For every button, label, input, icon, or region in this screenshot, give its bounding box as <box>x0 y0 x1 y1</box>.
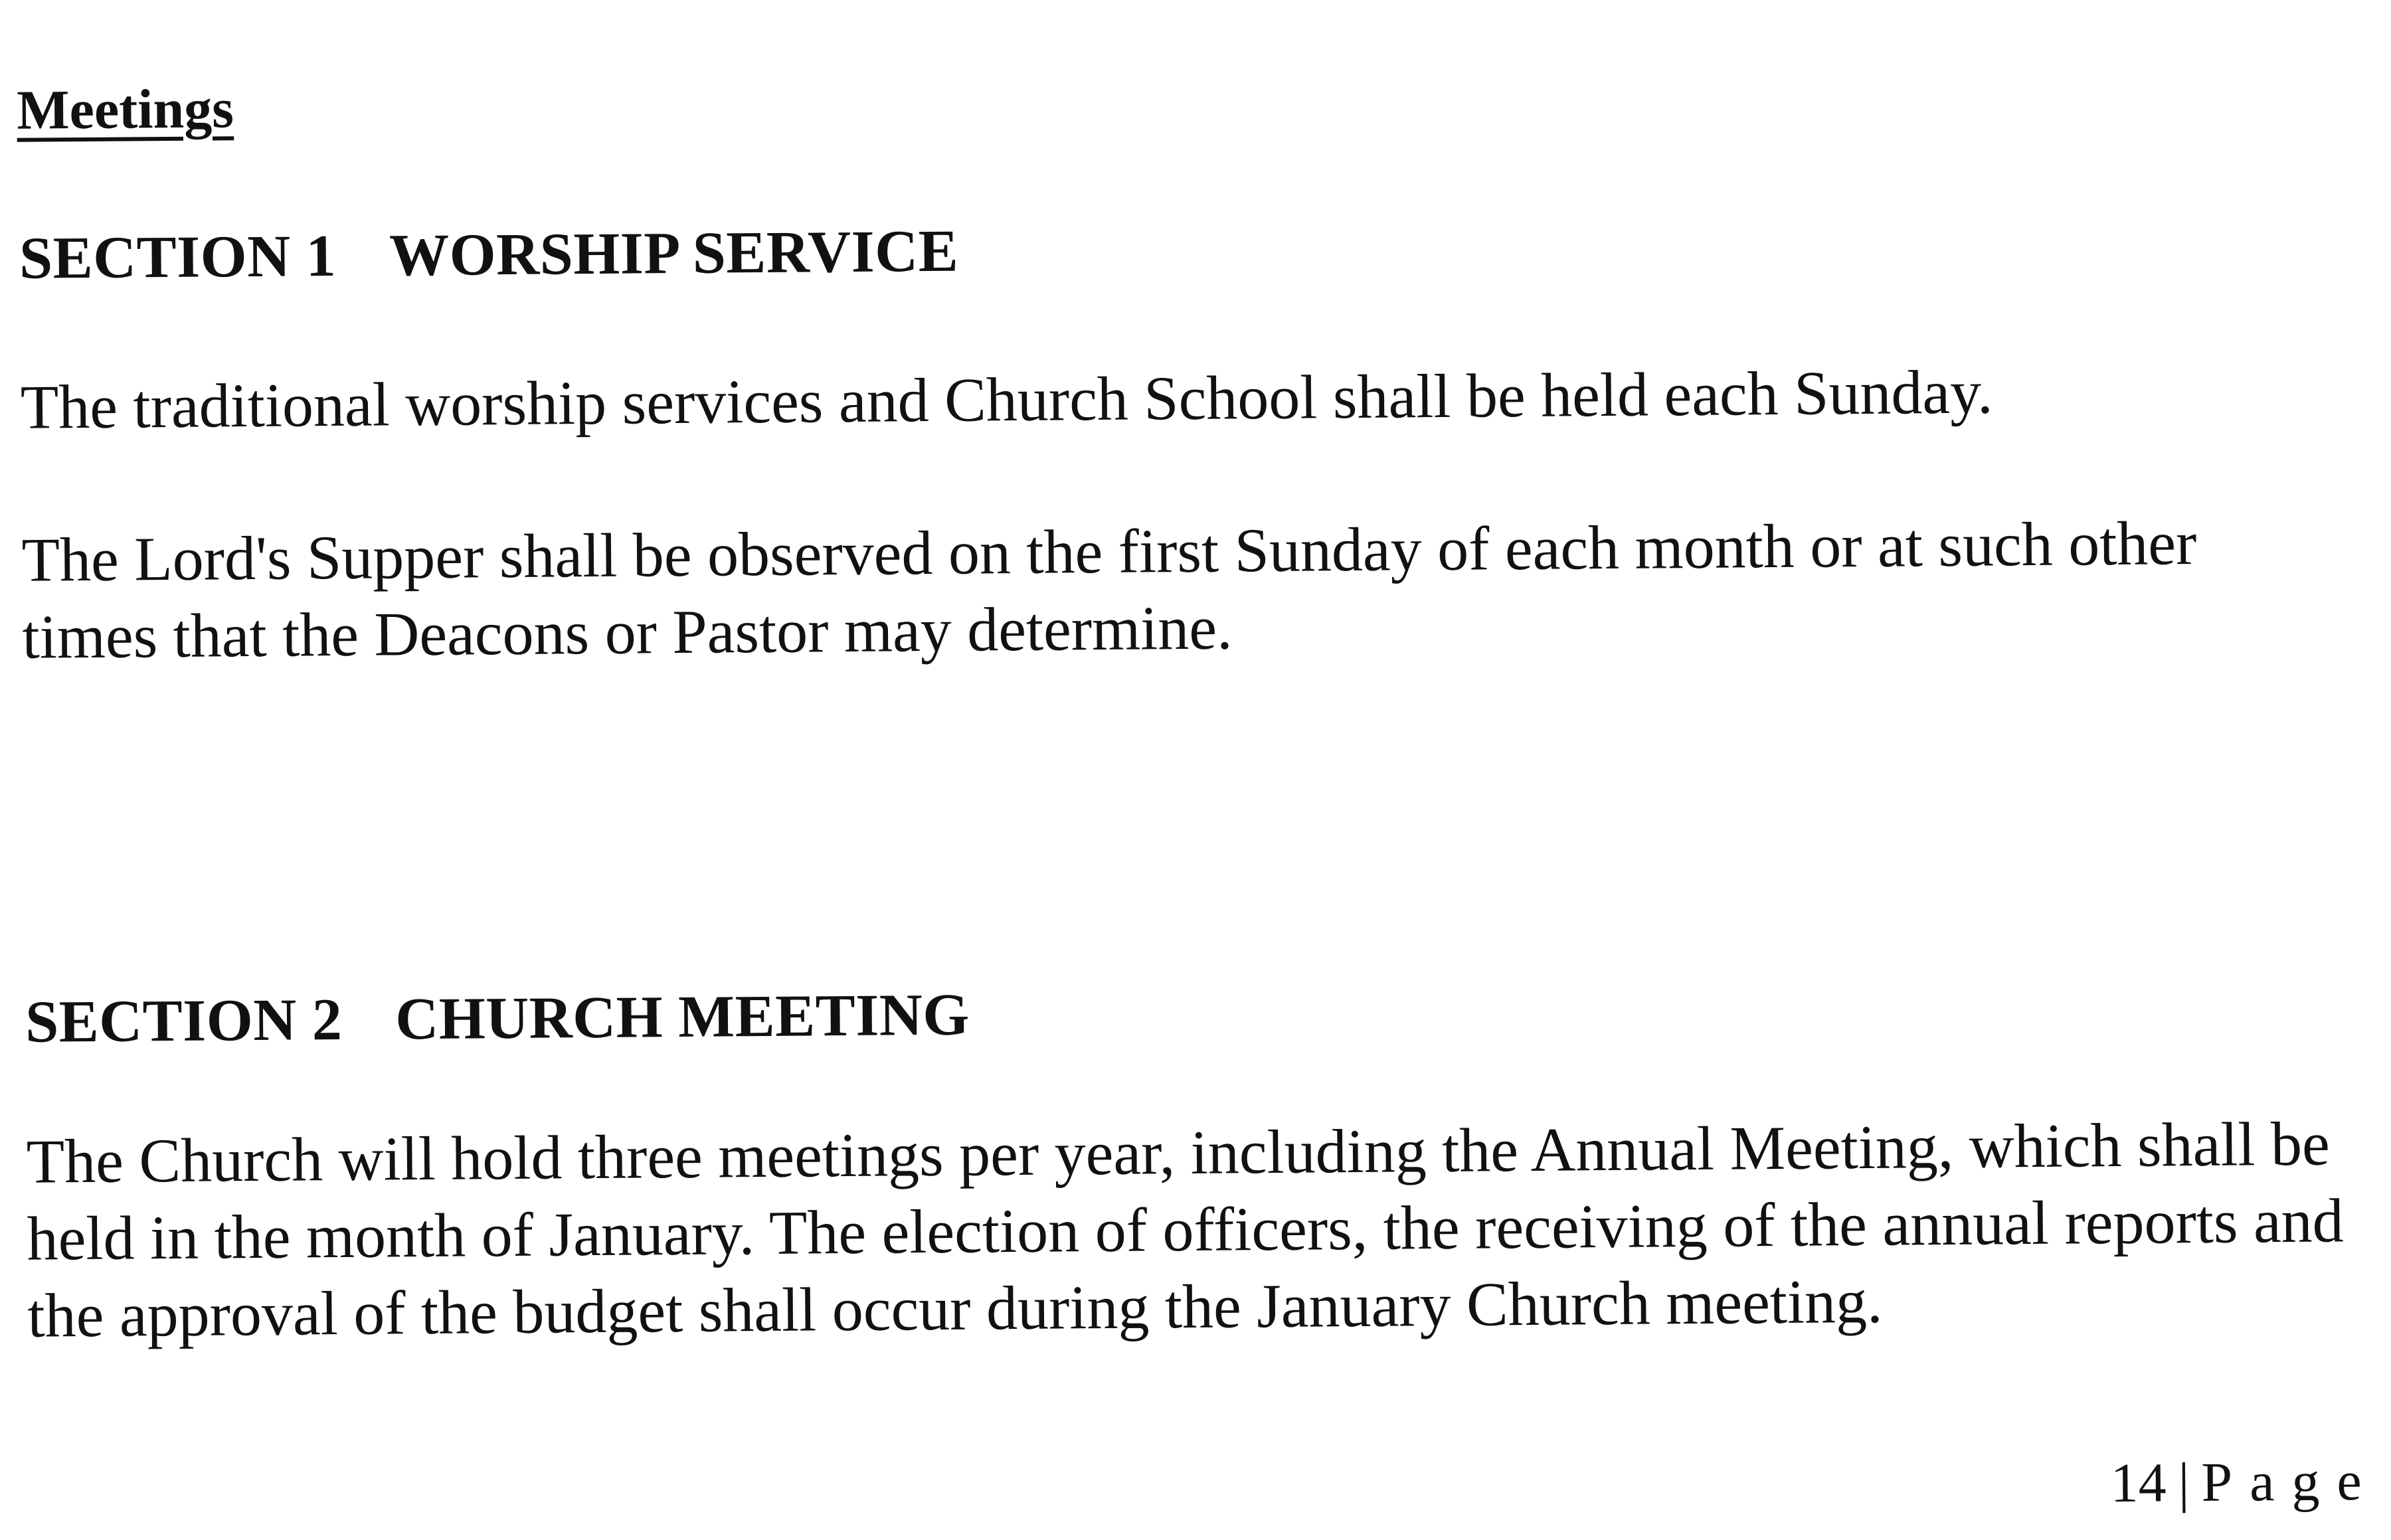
section-2-number: SECTION 2 <box>25 987 343 1055</box>
section-1-title <box>19 217 959 293</box>
section-2-name: CHURCH MEETING <box>395 982 970 1053</box>
section-2-title <box>25 981 970 1057</box>
section-1-name: WORSHIP SERVICE <box>389 218 959 289</box>
page-number: 14 <box>2110 1452 2167 1515</box>
page-label: Page <box>2201 1450 2380 1514</box>
footer-separator: | <box>2178 1452 2190 1514</box>
section-1-number: SECTION 1 <box>19 223 337 292</box>
section-2-paragraph-1: The Church will hold three meetings per year, including the Annual Meeting, which shall be held in the month of January. The election of officers, the receiving of the annual reports and the approval of the budget shall occur during the January Church meeting. <box>26 1109 2345 1351</box>
section-1-paragraph-1: The traditional worship services and Church School shall be held each Sunday. <box>20 357 1993 442</box>
section-1-paragraph-2: The Lord's Supper shall be observed on the first Sunday of each month or at such other times that the Deacons or Pastor may determine. <box>21 509 2197 672</box>
page-heading: Meetings <box>16 78 234 141</box>
page-footer <box>2110 1449 2379 1515</box>
